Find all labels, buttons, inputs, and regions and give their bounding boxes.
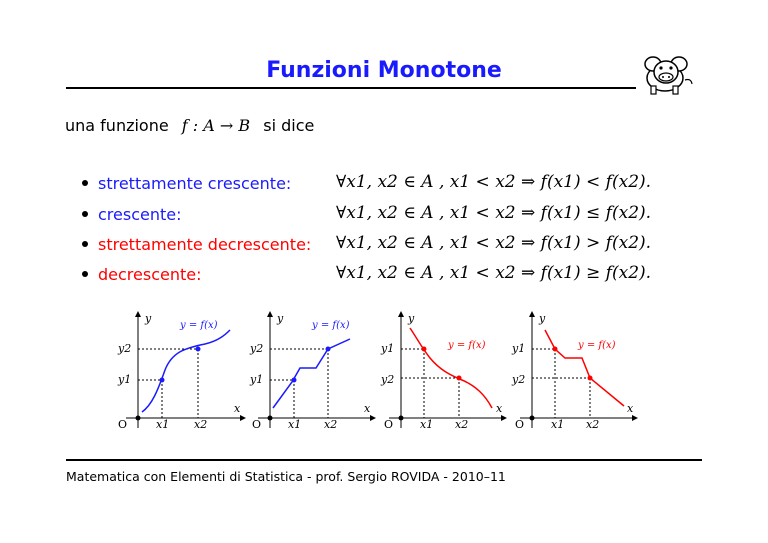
origin-label: O bbox=[118, 418, 128, 431]
axis-x-label: x bbox=[627, 402, 634, 415]
graph-increasing bbox=[249, 312, 375, 431]
item-formula: ∀x1, x2 ∈ A , x1 < x2 ⇒ f(x1) > f(x2). bbox=[336, 233, 652, 253]
x2-label: x2 bbox=[586, 418, 600, 431]
item-label: decrescente: bbox=[98, 265, 202, 284]
intro-signature: f : A → B bbox=[181, 116, 251, 135]
curve-label: y = f(x) bbox=[312, 320, 350, 331]
y-bottom-label: y2 bbox=[512, 373, 526, 386]
item-formula: ∀x1, x2 ∈ A , x1 < x2 ⇒ f(x1) ≥ f(x2). bbox=[336, 263, 652, 283]
axis-x-label: x bbox=[364, 402, 371, 415]
curve-label: y = f(x) bbox=[180, 320, 218, 331]
item-label: strettamente decrescente: bbox=[98, 235, 312, 254]
item-label: strettamente crescente: bbox=[98, 174, 292, 193]
graph-decreasing bbox=[511, 312, 637, 431]
x1-label: x1 bbox=[420, 418, 434, 431]
item-formula: ∀x1, x2 ∈ A , x1 < x2 ⇒ f(x1) < f(x2). bbox=[336, 172, 652, 192]
y-top-label: y2 bbox=[250, 342, 264, 355]
footer-rule bbox=[66, 459, 702, 461]
intro-text: una funzione bbox=[65, 116, 174, 135]
axis-x-label: x bbox=[496, 402, 503, 415]
graph-strictly-decreasing bbox=[380, 312, 506, 431]
axis-y-label: y bbox=[539, 312, 546, 325]
axis-y-label: y bbox=[408, 312, 415, 325]
x1-label: x1 bbox=[156, 418, 170, 431]
footer-text: Matematica con Elementi di Statistica - prof. Sergio ROVIDA - 2010–11 bbox=[66, 469, 506, 484]
curve-label: y = f(x) bbox=[578, 340, 616, 351]
axis-x-label: x bbox=[234, 402, 241, 415]
y-top-label: y2 bbox=[118, 342, 132, 355]
origin-label: O bbox=[384, 418, 394, 431]
axis-y-label: y bbox=[145, 312, 152, 325]
item-formula: ∀x1, x2 ∈ A , x1 < x2 ⇒ f(x1) ≤ f(x2). bbox=[336, 203, 652, 223]
y-bottom-label: y1 bbox=[250, 373, 264, 386]
origin-label: O bbox=[252, 418, 262, 431]
graph-strictly-increasing bbox=[117, 312, 245, 431]
page-title: Funzioni Monotone bbox=[266, 58, 502, 83]
x2-label: x2 bbox=[455, 418, 469, 431]
x1-label: x1 bbox=[288, 418, 302, 431]
y-top-label: y1 bbox=[381, 342, 395, 355]
axis-y-label: y bbox=[277, 312, 284, 325]
y-bottom-label: y2 bbox=[381, 373, 395, 386]
x2-label: x2 bbox=[324, 418, 338, 431]
x1-label: x1 bbox=[551, 418, 565, 431]
origin-label: O bbox=[515, 418, 525, 431]
y-top-label: y1 bbox=[512, 342, 526, 355]
intro-text-after: si dice bbox=[263, 116, 315, 135]
y-bottom-label: y1 bbox=[118, 373, 132, 386]
x2-label: x2 bbox=[194, 418, 208, 431]
curve-label: y = f(x) bbox=[448, 340, 486, 351]
item-label: crescente: bbox=[98, 205, 182, 224]
